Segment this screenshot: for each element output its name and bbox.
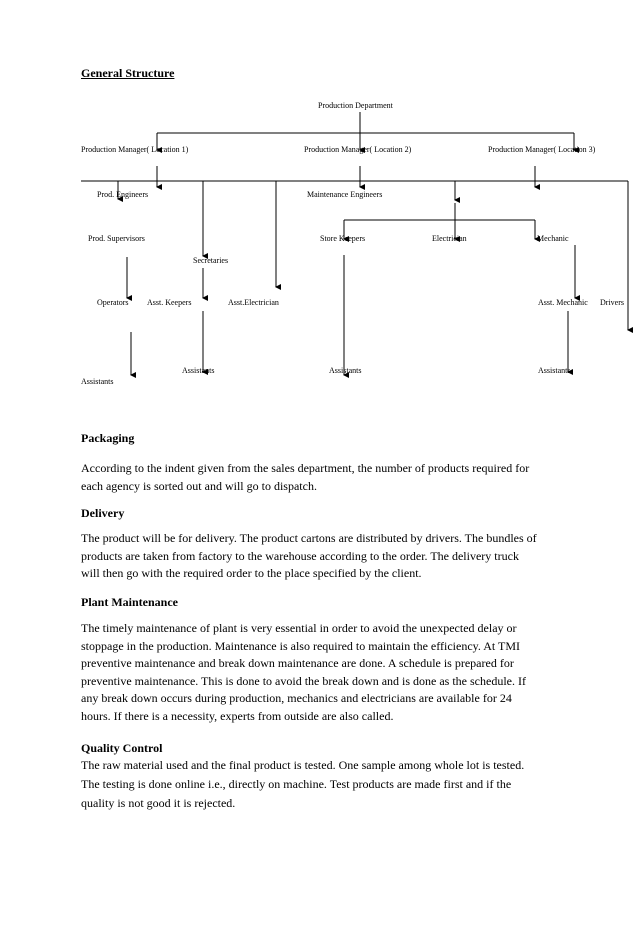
node-production-department: Production Department: [318, 101, 393, 110]
packaging-paragraph: [81, 460, 581, 495]
org-chart-connectors: [0, 0, 638, 400]
node-prod-supervisors: Prod. Supervisors: [88, 234, 145, 243]
node-secretaries: Secretaries: [193, 256, 229, 265]
delivery-line-1: The product will be for delivery. The product cartons are distributed by drivers. The bundles of: [81, 531, 537, 545]
node-electrician: Electrician: [432, 234, 467, 243]
quality-control-paragraph: [81, 756, 581, 813]
quality-line-3: quality is not good it is rejected.: [81, 796, 236, 810]
node-assistants-keepers: Assistants: [182, 366, 215, 375]
delivery-heading: Delivery: [81, 506, 125, 520]
maintenance-line-2: stoppage in the production. Maintenance is also required to maintain the efficiency. At TMI: [81, 638, 520, 653]
plant-maintenance-paragraph: [81, 620, 581, 725]
node-asst-electrician: Asst.Electrician: [228, 298, 279, 307]
maintenance-line-4: preventive maintenance. This is done to avoid the break down and is done as the schedule. If: [81, 673, 526, 688]
quality-control-heading: Quality Control: [81, 741, 163, 755]
node-asst-keepers: Asst. Keepers: [147, 298, 192, 307]
packaging-line-1: According to the indent given from the sales department, the number of products required for: [81, 461, 530, 475]
maintenance-line-1: The timely maintenance of plant is very essential in order to avoid the unexpected delay or: [81, 621, 517, 635]
general-structure-heading: General Structure: [81, 66, 175, 80]
node-manager-1: Production Manager( Location 1): [81, 145, 189, 154]
node-assistants-store: Assistants: [329, 366, 362, 375]
delivery-paragraph: [81, 530, 581, 583]
node-manager-2: Production Manager( Location 2): [304, 145, 412, 154]
node-asst-mechanic: Asst. Mechanic: [538, 298, 588, 307]
quality-line-2: The testing is done online i.e., directly on machine. Test products are made first and if the: [81, 777, 512, 791]
maintenance-line-3: preventive maintenance and break down maintenance are done. A schedule is prepared for: [81, 656, 514, 670]
maintenance-line-6: hours. If there is a necessity, experts from outside are also called.: [81, 708, 394, 723]
node-assistants-mechanic: Assistants: [538, 366, 571, 375]
node-prod-engineers: Prod. Engineers: [97, 190, 149, 199]
maintenance-line-5: any break down occurs during production, mechanics and electricians are available for 24: [81, 691, 512, 705]
node-drivers: Drivers: [600, 298, 624, 307]
packaging-line-2: each agency is sorted out and will go to dispatch.: [81, 478, 317, 493]
packaging-heading: Packaging: [81, 431, 135, 445]
node-assistants-operators: Assistants: [81, 377, 114, 386]
node-store-keepers: Store Keepers: [320, 234, 366, 243]
node-manager-3: Production Manager( Location 3): [488, 145, 596, 154]
quality-line-1: The raw material used and the final product is tested. One sample among whole lot is tested.: [81, 758, 525, 772]
node-maintenance-engineers: Maintenance Engineers: [307, 190, 383, 199]
plant-maintenance-heading: Plant Maintenance: [81, 595, 178, 609]
delivery-line-2: products are taken from factory to the warehouse according to the order. The delivery truck: [81, 548, 519, 563]
delivery-line-3: will then go with the required order to the place specified by the client.: [81, 566, 422, 580]
node-mechanic: Mechanic: [537, 234, 569, 243]
node-operators: Operators: [97, 298, 129, 307]
